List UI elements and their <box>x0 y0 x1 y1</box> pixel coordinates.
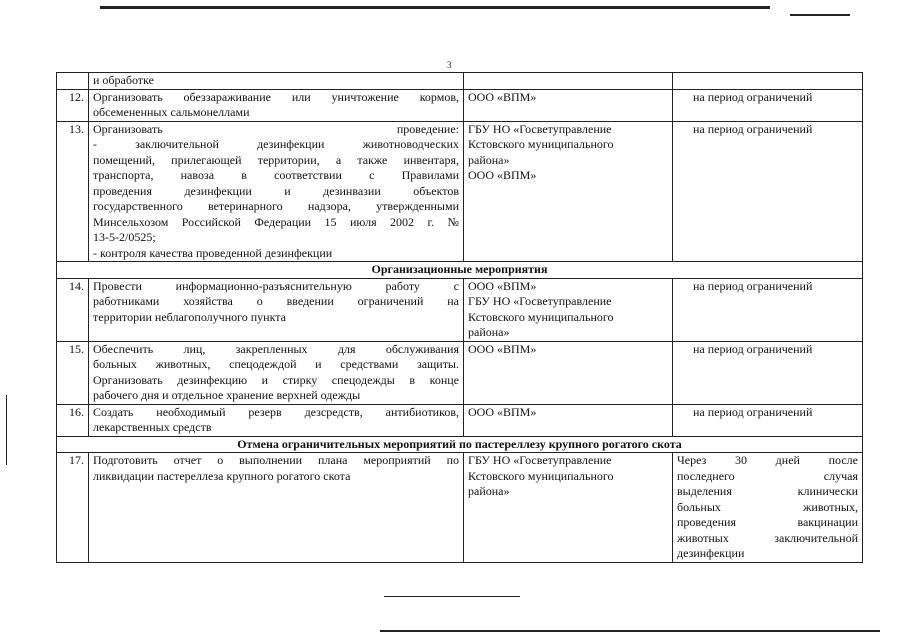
row-number <box>57 73 89 90</box>
row-number: 16. <box>57 404 89 436</box>
executor-cell <box>464 341 673 404</box>
cell-line: государственного ветеринарного надзора, утвержденными <box>93 199 459 213</box>
cell-line: Кстовского муниципального <box>468 137 614 151</box>
cell-line: ООО «ВПМ» <box>468 404 537 419</box>
deadline-cell <box>673 404 863 436</box>
executor-cell <box>464 278 673 341</box>
table-row <box>57 73 863 90</box>
deadline-cell <box>673 121 863 262</box>
cell-line: Организовать дезинфекцию и стирку спецодежды в конце <box>93 372 459 387</box>
cell-line: ООО «ВПМ» <box>468 278 537 293</box>
table-row <box>57 89 863 121</box>
measures-table <box>56 72 863 563</box>
cell-line: Кстовского муниципального <box>468 468 614 483</box>
cell-line: на период ограничений <box>693 278 813 293</box>
row-number: 17. <box>57 453 89 563</box>
table-body <box>57 73 863 563</box>
deadline-cell <box>673 453 863 563</box>
cell-line: животных заключительной <box>677 530 858 545</box>
cell-line: района» <box>468 152 510 167</box>
cell-line: на период ограничений <box>693 89 813 104</box>
footer-rule <box>384 596 520 597</box>
cell-line: Минсельхозом Российской Федерации 15 июля 2002 г. № <box>93 214 459 229</box>
cell-line: больных животных, спецодеждой и средствами защиты. <box>93 357 459 371</box>
section-row <box>57 436 863 453</box>
executor-cell <box>464 453 673 563</box>
scan-artifact-top-right <box>790 14 850 16</box>
cell-line: на период ограничений <box>693 121 813 136</box>
cell-line: Создать необходимый резерв дезсредств, антибиотиков, <box>93 404 459 419</box>
row-number: 15. <box>57 341 89 404</box>
cell-line: ликвидации пастереллеза крупного рогатого скота <box>93 468 351 483</box>
cell-line: ГБУ НО «Госветуправление <box>468 294 612 308</box>
executor-cell <box>464 404 673 436</box>
cell-line: района» <box>468 325 510 339</box>
scan-artifact-left <box>6 395 7 465</box>
cell-line: проведения вакцинации <box>677 515 858 529</box>
deadline-cell <box>673 278 863 341</box>
deadline-cell <box>673 341 863 404</box>
cell-line: - заключительной дезинфекции животноводческих <box>93 137 459 151</box>
table-row <box>57 278 863 341</box>
cell-line: ГБУ НО «Госветуправление <box>468 121 612 136</box>
cell-line: последнего случая <box>677 468 858 483</box>
measure-cell <box>89 121 464 262</box>
table-row <box>57 453 863 563</box>
row-number: 14. <box>57 278 89 341</box>
cell-line: ООО «ВПМ» <box>468 168 537 182</box>
measure-cell <box>89 278 464 341</box>
section-row <box>57 262 863 279</box>
cell-line: территории неблагополучного пункта <box>93 309 286 324</box>
cell-line: на период ограничений <box>693 404 813 419</box>
cell-line: помещений, прилегающей территории, а также инвентаря, <box>93 152 459 167</box>
cell-line: работниками хозяйства о введении ограничений на <box>93 294 459 308</box>
executor-cell <box>464 121 673 262</box>
cell-line: Обеспечить лиц, закрепленных для обслуживания <box>93 341 459 356</box>
cell-line: обсемененных сальмонеллами <box>93 105 250 119</box>
cell-line: транспорта, навоза в соответствии с Правилами <box>93 168 459 182</box>
deadline-cell <box>673 73 863 90</box>
cell-line: Через 30 дней после <box>677 453 858 467</box>
cell-line: района» <box>468 484 510 498</box>
cell-line: и обработке <box>93 73 154 87</box>
cell-line: дезинфекции <box>677 546 745 560</box>
measure-cell <box>89 341 464 404</box>
cell-line: выделения клинически <box>677 484 858 498</box>
executor-cell <box>464 89 673 121</box>
executor-cell <box>464 73 673 90</box>
measure-cell <box>89 73 464 90</box>
measure-cell <box>89 89 464 121</box>
measure-cell <box>89 404 464 436</box>
measure-cell <box>89 453 464 563</box>
table-row <box>57 404 863 436</box>
section-title: Организационные мероприятия <box>57 262 863 279</box>
cell-line: проведения дезинфекции и дезинвазии объектов <box>93 183 459 198</box>
row-number: 12. <box>57 89 89 121</box>
cell-line: ООО «ВПМ» <box>468 341 537 356</box>
cell-line: Организовать обеззараживание или уничтожение кормов, <box>93 89 459 104</box>
cell-line: ГБУ НО «Госветуправление <box>468 453 612 467</box>
cell-line: лекарственных средств <box>93 420 212 434</box>
section-title: Отмена ограничительных мероприятий по пастереллезу крупного рогатого скота <box>57 436 863 453</box>
row-number: 13. <box>57 121 89 262</box>
page-number: 3 <box>447 60 452 70</box>
cell-line: Провести информационно-разъяснительную работу с <box>93 278 459 293</box>
cell-line: 13-5-2/0525; <box>93 230 156 244</box>
cell-line: Кстовского муниципального <box>468 309 614 324</box>
cell-line: на период ограничений <box>693 341 813 356</box>
cell-line: Подготовить отчет о выполнении плана мероприятий по <box>93 453 459 467</box>
cell-line: больных животных, <box>677 499 858 514</box>
cell-line: ООО «ВПМ» <box>468 89 537 104</box>
table-row <box>57 341 863 404</box>
table-row <box>57 121 863 262</box>
cell-line: рабочего дня и отдельное хранение верхней одежды <box>93 388 361 402</box>
cell-line: - контроля качества проведенной дезинфекции <box>93 245 333 260</box>
deadline-cell <box>673 89 863 121</box>
scan-artifact-top <box>100 6 770 9</box>
scan-artifact-bottom <box>380 630 880 632</box>
cell-line: Организовать проведение: <box>93 121 459 136</box>
